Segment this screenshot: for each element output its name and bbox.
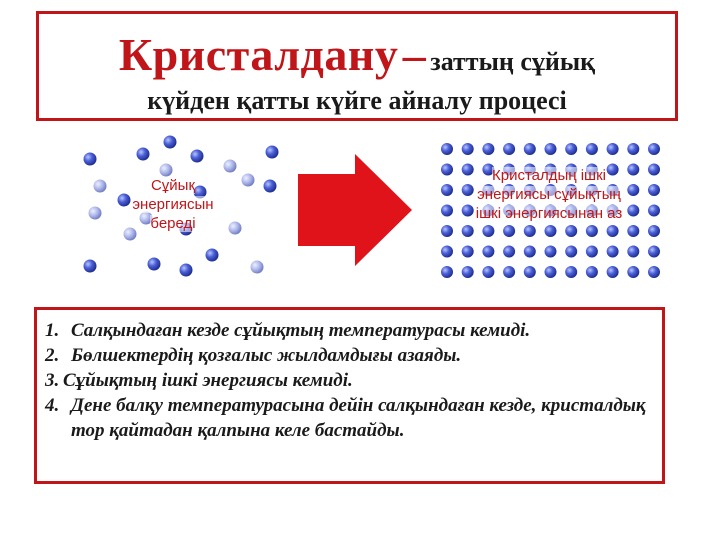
lattice-molecule (524, 246, 536, 258)
liquid-molecule (224, 160, 237, 173)
lattice-molecule (648, 246, 660, 258)
liquid-molecule (264, 180, 277, 193)
lattice-molecule (441, 246, 453, 258)
lattice-molecule (607, 225, 619, 237)
list-item-4: 4. Дене балқу температурасына дейін салқындаған кезде, кристалдық тор қайтадан қалпына келе бастайды. (45, 395, 646, 441)
liquid-molecule (180, 264, 193, 277)
properties-list (34, 307, 665, 484)
liquid-molecule (160, 164, 173, 177)
lattice-molecule (565, 266, 577, 278)
lattice-molecule (462, 266, 474, 278)
liquid-molecule (84, 260, 97, 273)
lattice-molecule (482, 266, 494, 278)
lattice-molecule (482, 225, 494, 237)
lattice-molecule (441, 225, 453, 237)
lattice-molecule (503, 225, 515, 237)
liquid-molecule (137, 148, 150, 161)
liquid-molecule (148, 258, 161, 271)
lattice-molecule (607, 246, 619, 258)
list-item-3: 3. Сұйықтың ішкі энергиясы кемиді. (45, 370, 353, 391)
crystal-energy-label: Кристалдың ішкі энергиясы сұйықтың ішкі энергиясынан аз (475, 167, 623, 222)
lattice-molecule (462, 225, 474, 237)
lattice-molecule (607, 143, 619, 155)
title-term: Кристалдану (118, 29, 399, 80)
liquid-molecule (206, 249, 219, 262)
lattice-molecule (627, 246, 639, 258)
lattice-molecule (586, 143, 598, 155)
lattice-molecule (627, 266, 639, 278)
liquid-molecule (89, 207, 102, 220)
lattice-molecule (441, 266, 453, 278)
liquid-energy-label: Сұйық энергиясын береді (132, 177, 214, 232)
lattice-molecule (545, 246, 557, 258)
title-line-1 (39, 28, 675, 81)
lattice-molecule (441, 143, 453, 155)
lattice-molecule (565, 225, 577, 237)
liquid-molecule (191, 150, 204, 163)
lattice-molecule (648, 266, 660, 278)
lattice-molecule (648, 225, 660, 237)
title-dash: – (402, 29, 426, 80)
lattice-molecule (503, 266, 515, 278)
lattice-molecule (545, 266, 557, 278)
lattice-molecule (462, 143, 474, 155)
lattice-molecule (648, 143, 660, 155)
lattice-molecule (607, 266, 619, 278)
liquid-molecule (266, 146, 279, 159)
lattice-molecule (586, 225, 598, 237)
title-definition-end: күйден қатты күйге айналу процесі (147, 86, 567, 115)
liquid-molecule (94, 180, 107, 193)
lattice-molecule (524, 225, 536, 237)
crystallization-diagram (0, 130, 720, 290)
transition-arrow (298, 154, 412, 266)
title-box (36, 11, 678, 121)
lattice-molecule (627, 143, 639, 155)
lattice-molecule (586, 266, 598, 278)
lattice-molecule (545, 143, 557, 155)
lattice-molecule (503, 143, 515, 155)
lattice-molecule (503, 246, 515, 258)
title-definition-start: заттың сұйық (430, 47, 596, 76)
lattice-molecule (482, 143, 494, 155)
liquid-molecule (84, 153, 97, 166)
lattice-molecule (565, 143, 577, 155)
liquid-molecule (242, 174, 255, 187)
lattice-molecule (545, 225, 557, 237)
liquid-molecule (164, 136, 177, 149)
lattice-molecule (524, 266, 536, 278)
lattice-molecule (586, 246, 598, 258)
lattice-molecule (482, 246, 494, 258)
lattice-molecule (462, 246, 474, 258)
lattice-molecule (627, 225, 639, 237)
lattice-molecule (565, 246, 577, 258)
list-item-2: 2. Бөлшектердің қозғалыс жылдамдығы азаяды. (45, 345, 462, 366)
liquid-molecule (251, 261, 264, 274)
lattice-molecule (524, 143, 536, 155)
list-item-1: 1. Салқындаған кезде сұйықтың температурасы кемиді. (45, 320, 531, 341)
